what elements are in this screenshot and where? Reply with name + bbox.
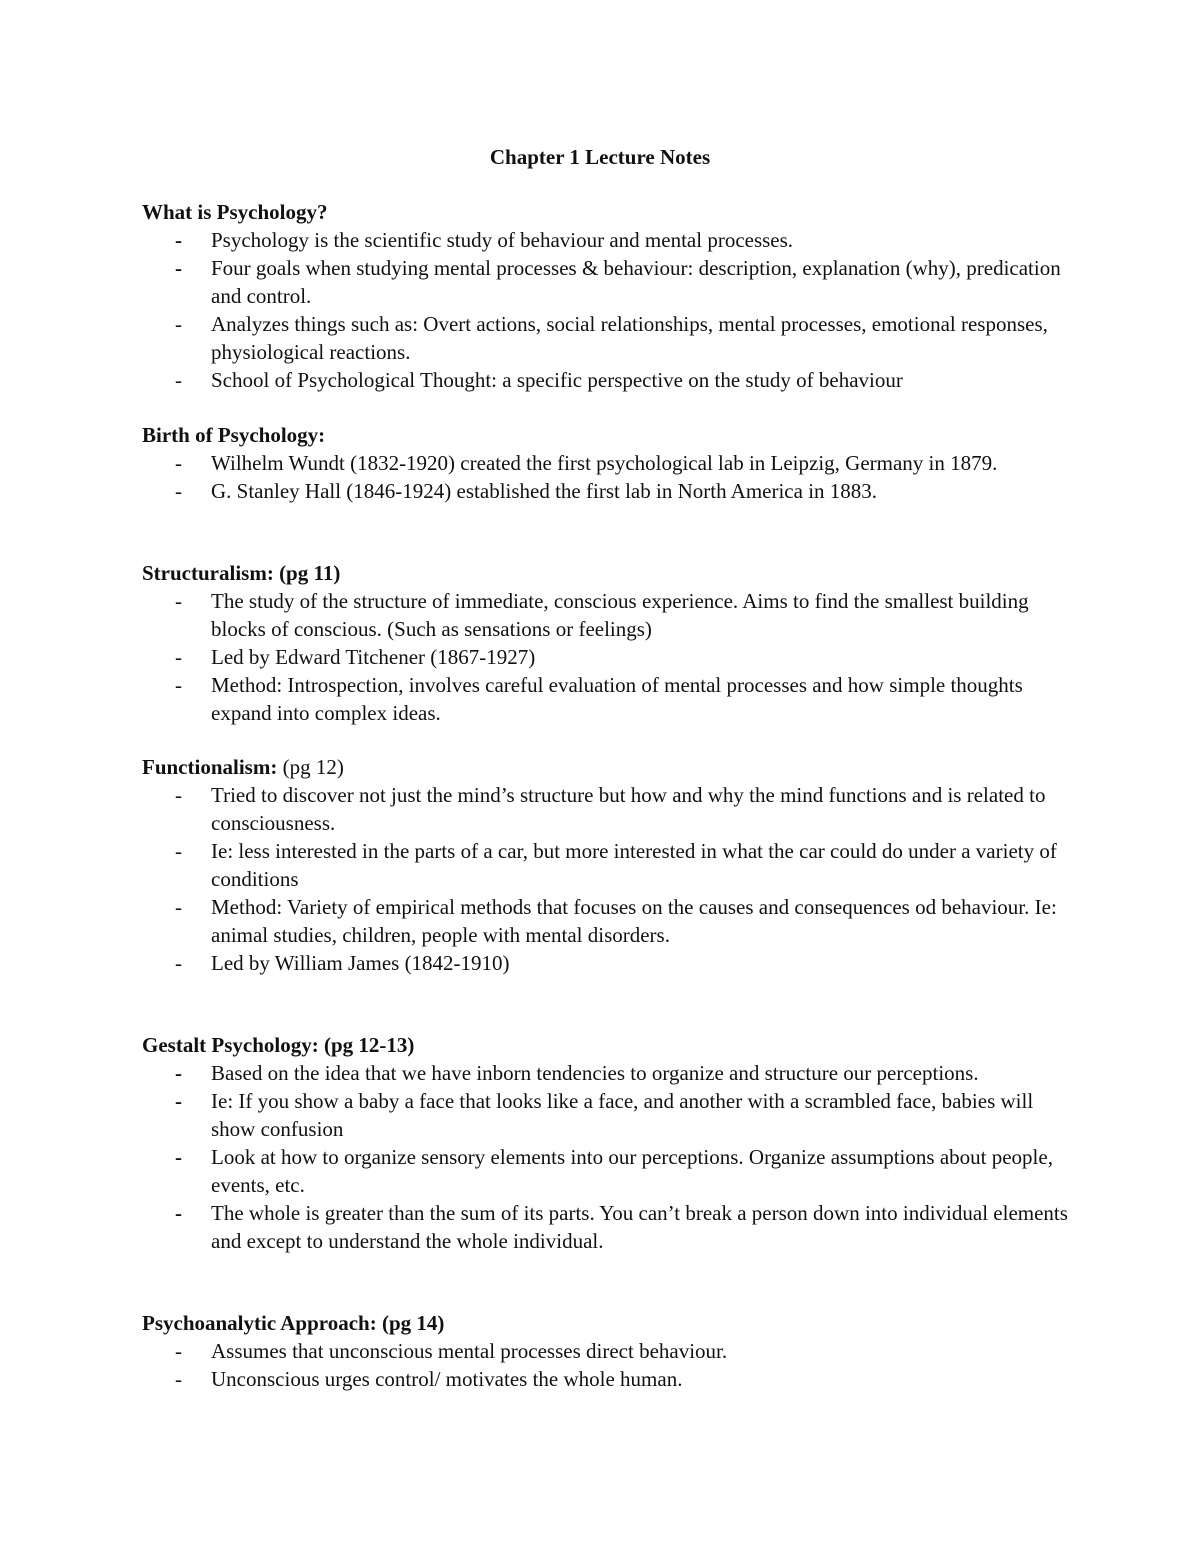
list-item-text: Psychology is the scientific study of behaviour and mental processes.: [211, 228, 794, 252]
list-item: [142, 310, 1072, 366]
bullet-dash: -: [175, 451, 182, 475]
page-title: Chapter 1 Lecture Notes: [489, 145, 711, 169]
section-heading: [142, 198, 1072, 226]
bullet-list: [142, 226, 1072, 394]
list-item: [142, 949, 1072, 977]
section-functionalism: [142, 753, 1072, 977]
list-item-text: Analyzes things such as: Overt actions, social relationships, mental processes, emotional responses, physiological reactions.: [211, 312, 1048, 364]
bullet-dash: -: [175, 1201, 182, 1225]
list-item-text: Led by Edward Titchener (1867-1927): [211, 645, 536, 669]
bullet-dash: -: [175, 368, 182, 392]
section-heading-bold: Birth of Psychology:: [142, 423, 326, 447]
bullet-dash: -: [175, 895, 182, 919]
list-item: [142, 1199, 1072, 1255]
list-item-text: Tried to discover not just the mind’s structure but how and why the mind functions and is related to consciousness.: [211, 783, 1046, 835]
bullet-dash: -: [175, 1339, 182, 1363]
list-item-text: Ie: If you show a baby a face that looks like a face, and another with a scrambled face, babies will show confusion: [211, 1089, 1034, 1141]
list-item-text: The study of the structure of immediate, conscious experience. Aims to find the smallest building blocks of conscious. (Such as sensations or feelings): [211, 589, 1029, 641]
list-item-text: Four goals when studying mental processes & behaviour: description, explanation (why), predication and control.: [211, 256, 1061, 308]
list-item: [142, 837, 1072, 893]
list-item-text: Look at how to organize sensory elements into our perceptions. Organize assumptions about people, events, etc.: [211, 1145, 1053, 1197]
section-what-is-psychology: [142, 198, 1072, 394]
section-heading-normal: (pg 12): [277, 755, 344, 779]
section-gestalt-psychology: [142, 1031, 1072, 1255]
list-item-text: Method: Introspection, involves careful evaluation of mental processes and how simple thoughts expand into complex ideas.: [211, 673, 1023, 725]
section-birth-of-psychology: [142, 421, 1072, 505]
bullet-dash: -: [175, 1145, 182, 1169]
bullet-dash: -: [175, 256, 182, 280]
list-item: [142, 477, 1072, 505]
section-structuralism: [142, 559, 1072, 727]
list-item-text: Based on the idea that we have inborn tendencies to organize and structure our perceptions.: [211, 1061, 979, 1085]
bullet-dash: -: [175, 1367, 182, 1391]
list-item: [142, 671, 1072, 727]
list-item-text: Assumes that unconscious mental processes direct behaviour.: [211, 1339, 728, 1363]
bullet-dash: -: [175, 951, 182, 975]
section-heading: [142, 1031, 1072, 1059]
bullet-dash: -: [175, 839, 182, 863]
list-item: [142, 781, 1072, 837]
list-item: [142, 893, 1072, 949]
section-heading-bold: Psychoanalytic Approach: (pg 14): [142, 1311, 445, 1335]
section-heading-bold: What is Psychology?: [142, 200, 328, 224]
bullet-dash: -: [175, 673, 182, 697]
section-psychoanalytic-approach: [142, 1309, 1072, 1393]
bullet-dash: -: [175, 783, 182, 807]
list-item-text: Method: Variety of empirical methods that focuses on the causes and consequences od behaviour. Ie: animal studies, children, people with mental disorders.: [211, 895, 1057, 947]
bullet-dash: -: [175, 1089, 182, 1113]
bullet-list: [142, 781, 1072, 977]
list-item-text: Ie: less interested in the parts of a car, but more interested in what the car could do under a variety of conditions: [211, 839, 1057, 891]
list-item: [142, 1143, 1072, 1199]
list-item-text: The whole is greater than the sum of its parts. You can’t break a person down into individual elements and except to understand the whole individual.: [211, 1201, 1068, 1253]
bullet-list: [142, 587, 1072, 727]
list-item-text: G. Stanley Hall (1846-1924) established the first lab in North America in 1883.: [211, 479, 878, 503]
list-item: [142, 643, 1072, 671]
list-item-text: Unconscious urges control/ motivates the whole human.: [211, 1367, 683, 1391]
list-item: [142, 254, 1072, 310]
list-item: [142, 449, 1072, 477]
section-heading: [142, 421, 1072, 449]
bullet-dash: -: [175, 1061, 182, 1085]
bullet-dash: -: [175, 645, 182, 669]
section-heading: [142, 1309, 1072, 1337]
section-heading-bold: Gestalt Psychology: (pg 12-13): [142, 1033, 415, 1057]
section-heading: [142, 559, 1072, 587]
list-item-text: School of Psychological Thought: a specific perspective on the study of behaviour: [211, 368, 903, 392]
section-heading-bold: Structuralism: (pg 11): [142, 561, 341, 585]
section-heading-bold: Functionalism:: [142, 755, 278, 779]
list-item-text: Wilhelm Wundt (1832-1920) created the first psychological lab in Leipzig, Germany in 1879.: [211, 451, 998, 475]
bullet-list: [142, 1337, 1072, 1393]
bullet-dash: -: [175, 312, 182, 336]
bullet-dash: -: [175, 589, 182, 613]
list-item: [142, 366, 1072, 394]
list-item: [142, 1365, 1072, 1393]
list-item-text: Led by William James (1842-1910): [211, 951, 510, 975]
list-item: [142, 587, 1072, 643]
bullet-dash: -: [175, 479, 182, 503]
list-item: [142, 1059, 1072, 1087]
list-item: [142, 1337, 1072, 1365]
section-heading: [142, 753, 1072, 781]
list-item: [142, 1087, 1072, 1143]
bullet-list: [142, 1059, 1072, 1255]
list-item: [142, 226, 1072, 254]
bullet-dash: -: [175, 228, 182, 252]
bullet-list: [142, 449, 1072, 505]
